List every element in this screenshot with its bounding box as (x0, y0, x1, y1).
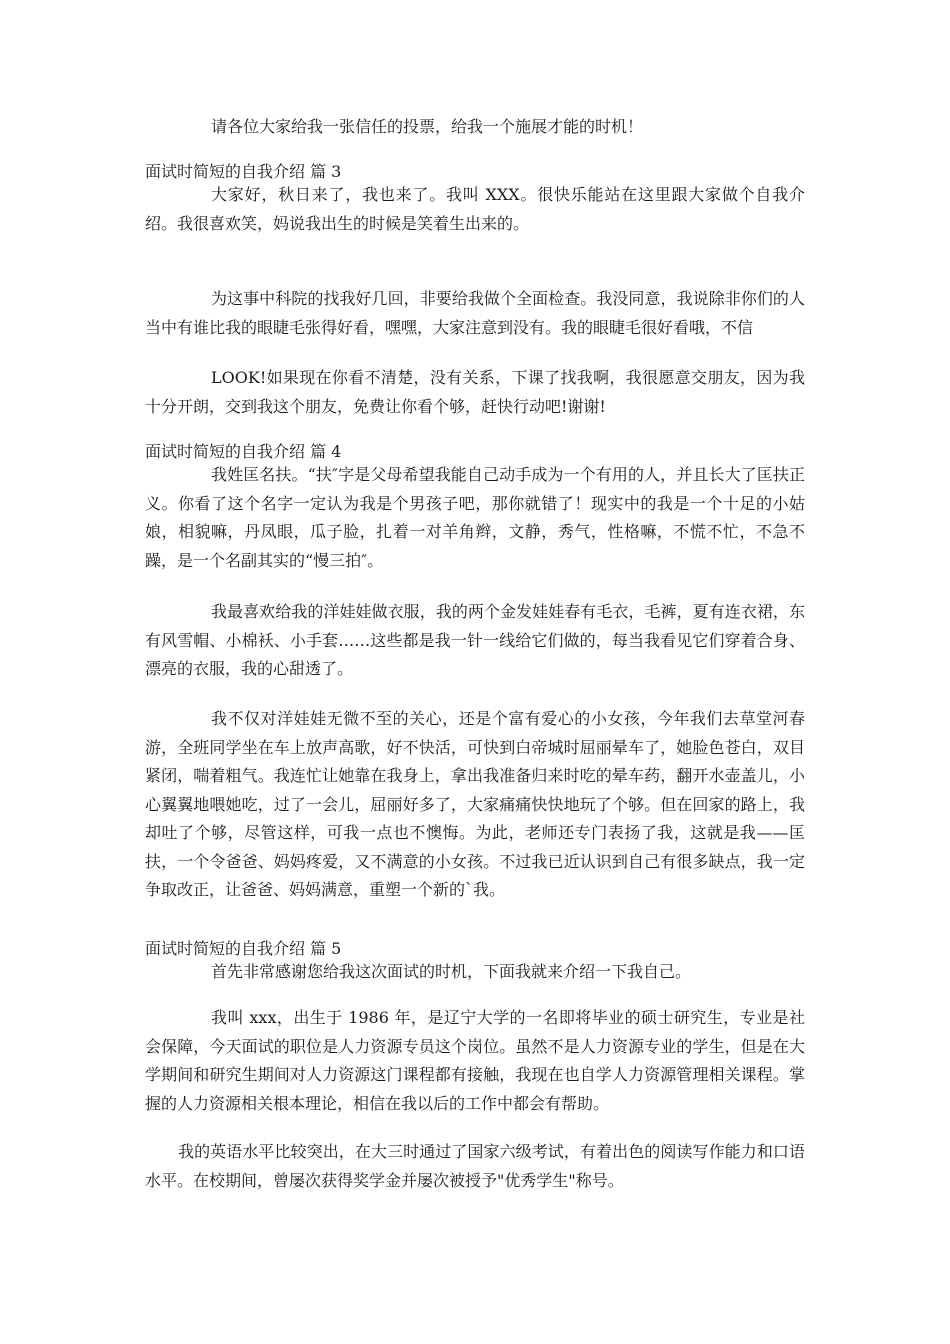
section-4-paragraph-3: 我不仅对洋娃娃无微不至的关心，还是个富有爱心的小女孩，今年我们去草堂河春游，全班同学坐在车上放声高歌，好不快活，可快到白帝城时屈丽晕车了，她脸色苍白，双目紧闭，喘着粗气。我连忙让她靠在我身上，拿出我准备归来时吃的晕车药，翻开水壶盖儿，小心翼翼地喂她吃，过了一会儿，屈丽好多了，大家痛痛快快地玩了个够。但在回家的路上，我却吐了个够，尽管这样，可我一点也不懊悔。为此，老师还专门表扬了我，这就是我——匡扶，一个令爸爸、妈妈疼爱，又不满意的小女孩。不过我已近认识到自己有很多缺点，我一定争取改正，让爸爸、妈妈满意，重塑一个新的`我。 (145, 709, 805, 899)
section-3-paragraph-3: LOOK!如果现在你看不清楚，没有关系，下课了找我啊，我很愿意交朋友，因为我十分开朗，交到我这个朋友，免费让你看个够，赶快行动吧!谢谢! (145, 368, 805, 416)
intro-paragraph: 请各位大家给我一张信任的投票，给我一个施展才能的时机！ (211, 117, 644, 136)
section-heading-5: 面试时简短的自我介绍 篇 5 (145, 939, 342, 958)
section-3-paragraph-1: 大家好，秋日来了，我也来了。我叫 XXX。很快乐能站在这里跟大家做个自我介绍。我很喜欢笑，妈说我出生的时候是笑着生出来的。 (145, 185, 805, 233)
section-4-paragraph-2: 我最喜欢给我的洋娃娃做衣服，我的两个金发娃娃春有毛衣，毛裤，夏有连衣裙，东有风雪帽、小棉袄、小手套……这些都是我一针一线给它们做的，每当我看见它们穿着合身、漂亮的衣服，我的心甜透了。 (145, 602, 805, 678)
section-5-paragraph-2: 我叫 xxx，出生于 1986 年，是辽宁大学的一名即将毕业的硕士研究生，专业是社会保障，今天面试的职位是人力资源专员这个岗位。虽然不是人力资源专业的学生，但是在大学期间和研究生期间对人力资源这门课程都有接触，我现在也自学人力资源管理相关课程。掌握的人力资源相关根本理论，相信在我以后的工作中都会有帮助。 (145, 1008, 805, 1113)
section-4-paragraph-1: 我姓匡名扶。“扶″字是父母希望我能自己动手成为一个有用的人，并且长大了匡扶正义。你看了这个名字一定认为我是个男孩子吧，那你就错了！现实中的我是一个十足的小姑娘，相貌嘛，丹凤眼，瓜子脸，扎着一对羊角辫，文静，秀气，性格嘛，不慌不忙，不急不躁，是一个名副其实的“慢三拍″。 (145, 465, 805, 570)
section-5-paragraph-1: 首先非常感谢您给我这次面试的时机，下面我就来介绍一下我自己。 (211, 962, 692, 981)
section-heading-3: 面试时简短的自我介绍 篇 3 (145, 162, 342, 181)
section-5-paragraph-3: 我的英语水平比较突出，在大三时通过了国家六级考试，有着出色的阅读写作能力和口语水平。在校期间，曾屡次获得奖学金并屡次被授予"优秀学生"称号。 (145, 1142, 805, 1190)
section-heading-4: 面试时简短的自我介绍 篇 4 (145, 442, 342, 461)
section-3-paragraph-2: 为这事中科院的找我好几回，非要给我做个全面检查。我没同意，我说除非你们的人当中有谁比我的眼睫毛张得好看，嘿嘿，大家注意到没有。我的眼睫毛很好看哦，不信 (145, 289, 805, 337)
